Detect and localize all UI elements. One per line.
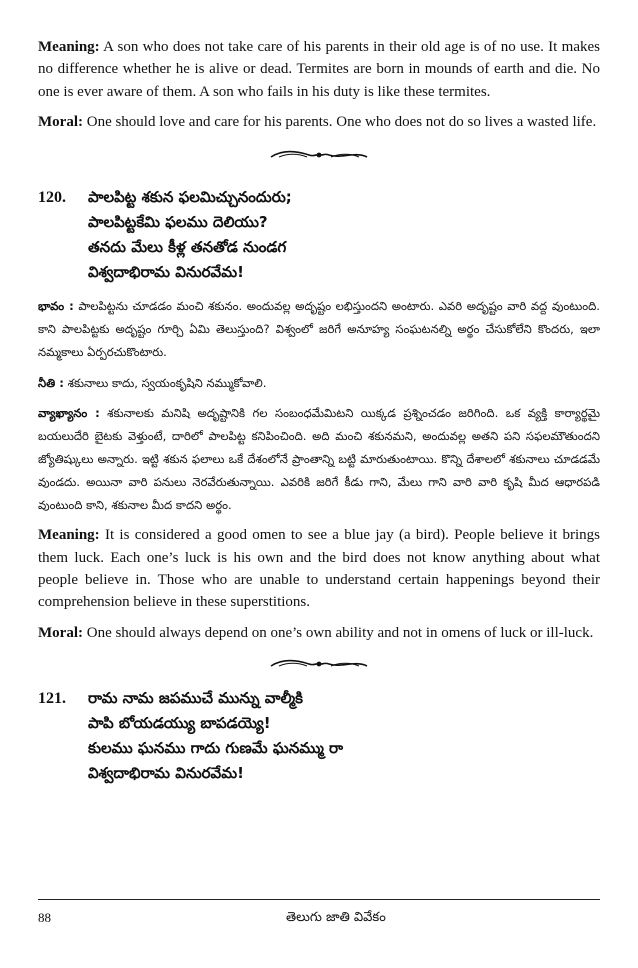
- page-number: 88: [38, 910, 51, 925]
- verse-line: పాలపిట్ట శకున ఫలమిచ్చునందురు;: [88, 188, 292, 207]
- moral-paragraph: [38, 111, 600, 133]
- page-footer: [38, 899, 600, 925]
- neeti-label: నీతి :: [38, 375, 64, 390]
- moral-label: Moral:: [38, 624, 83, 641]
- verse-line: విశ్వదాభిరామ వినురవేమ!: [88, 763, 244, 782]
- verse-121: [38, 686, 600, 786]
- vyakhyanam-label: వ్యాఖ్యానం :: [38, 406, 100, 421]
- moral-paragraph-120: [38, 622, 600, 644]
- meaning-label: Meaning:: [38, 527, 100, 544]
- verse-120: [38, 185, 600, 285]
- meaning-paragraph: [38, 36, 600, 103]
- bhavam-text: పాలపిట్టను చూడడం మంచి శకునం. అందువల్ల అదృష్టం లభిస్తుందని అంటారు. ఎవరి అదృష్టం వారి వద్ద వుంటుంది. కాని పాలపిట్టకు అదృష్టం గూర్చి ఏమి తెలుస్తుంది? విశ్వంలో జరిగే అనూహ్య సంఘటనల్ని అర్థం చేసుకోలేని కొందరు, ఇలా నమ్మకాలు ఏర్పరచుకొంటారు.: [38, 299, 600, 359]
- verse-lines: [88, 686, 600, 786]
- bhavam-paragraph: [38, 295, 600, 363]
- verse-line: రామ నామ జపముచే మున్ను వాల్మీకి: [88, 688, 303, 707]
- meaning-text: A son who does not take care of his parents in their old age is of no use. It makes no difference whether he is alive or dead. Termites are born in mounds of earth and die. No one is ever aware of them. A son who fails in his duty is like these termites.: [38, 39, 600, 100]
- meaning-label: Meaning:: [38, 39, 100, 55]
- verse-line: కులము ఘనము గాదు గుణమే ఘనమ్ము రా: [88, 738, 344, 757]
- neeti-text: శకునాలు కాదు, స్వయంకృషిని నమ్ముకోవాలి.: [63, 375, 267, 390]
- verse-line: పాపి బోయడయ్యు బాపడయ్యె!: [88, 713, 271, 732]
- neeti-paragraph: [38, 372, 600, 395]
- bhavam-label: భావం :: [38, 299, 74, 314]
- page-content: [38, 36, 600, 786]
- verse-lines: [88, 185, 600, 285]
- verse-number: 121.: [38, 689, 66, 707]
- moral-text: One should always depend on one’s own ability and not in omens of luck or ill-luck.: [82, 624, 594, 641]
- verse-line: పాలపిట్టకేమి ఫలము దెలియు?: [88, 213, 268, 232]
- moral-text: One should love and care for his parents. One who does not do so lives a wasted life.: [82, 113, 597, 130]
- flourish-divider-icon: [38, 654, 600, 676]
- moral-label: Moral:: [38, 113, 83, 130]
- vyakhyanam-text: శకునాలకు మనిషి అదృష్టానికి గల సంబంధమేమిటని యిక్కడ ప్రశ్నించడం జరిగింది. ఒక వ్యక్తి కార్యార్థమై బయలుదేరి బైటకు వెళ్తుంటే, దారిలో పాలపిట్ట కనిపించింది. అది మంచి శకునమని, అందువల్ల అతని పని సఫలమౌతుందని జ్యోతిష్కులు అన్నారు. ఇట్టి శకున ఫలాలు ఒకే దేశంలోనే ప్రాంతాన్ని బట్టి మారుతుంటాయి. కొన్ని దేశాలలో శకునాలు చూడడమే వుండదు. అయినా వారి పనులు నెరవేరుతున్నాయి. ఎవరికి జరిగే కీడు గాని, మేలు గాని వారి వారి కృషి మీద ఆధారపడి వుంటుంది కాని, శకునాల మీద కాదని అర్థం.: [38, 406, 601, 512]
- verse-number: 120.: [38, 189, 66, 207]
- verse-line: తనదు మేలు కీళ్ల తనతోడ నుండగ: [88, 238, 287, 257]
- verse-line: విశ్వదాభిరామ వినురవేమ!: [88, 263, 244, 282]
- flourish-divider-icon: [38, 145, 600, 167]
- meaning-text: It is considered a good omen to see a blue jay (a bird). People believe it brings them luck. Each one’s luck is his own and the bird does not know anything about what people believe in. Those who are unable to understand certain happenings beyond their comprehension believe in these superstitions.: [38, 527, 600, 611]
- book-title: తెలుగు జాతి వివేకం: [286, 910, 386, 925]
- vyakhyanam-paragraph: [38, 402, 600, 516]
- meaning-paragraph-120: [38, 524, 600, 613]
